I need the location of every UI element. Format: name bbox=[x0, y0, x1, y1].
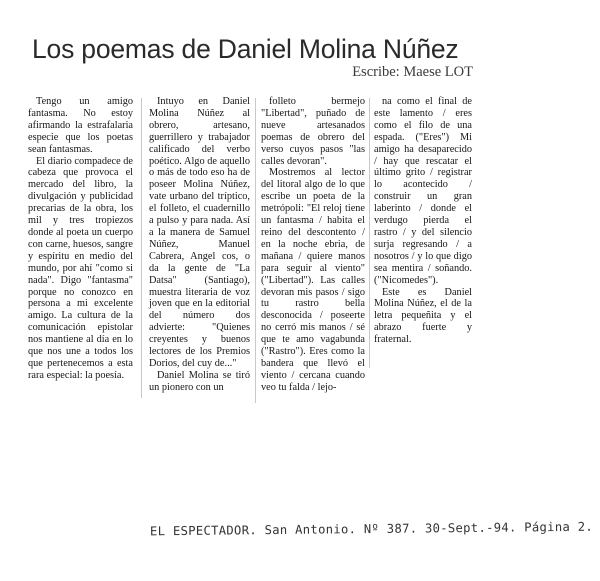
column-paragraph: Intuyo en Daniel Molina Núñez al obrero, artesano, guerrillero y trabajador calificado del verbo poético. Algo de aquello o más de todo eso ha de poseer Molina Núñez, vate urbano del tríptico, el folleto, el cuadernillo a pulso y para nada. Así a la manera de Samuel Núñez, Manuel Cabrera, Angel cos, o da la gente de "La Datsa" (Santiago), muestra literaria de voz joven que en la editorial del número dos advierte: "Quienes creyentes y buenos lectores de los Premios Dorios, del cuy de..." bbox=[149, 96, 250, 369]
article-column-2 bbox=[149, 96, 250, 394]
column-paragraph: Mostremos al lector del litoral algo de lo que escribe un poeta de la metrópoli: "El reloj tiene un fantasma / habita el reino del descontento / en la noche ebria, de mañana / quiere manos para seguir al viento" ("Libertad"). Las calles devoran mis pasos / sigo tu rastro bella desconocida / poseerte no cerró mis manos / sé que te amo vagabunda ("Rastro"). Eres como la bandera que llevó el viento / cercana cuando veo tu falda / lejo- bbox=[261, 167, 365, 393]
column-paragraph: Este es Daniel Molina Núñez, el de la letra pequeñita y el abrazo fuerte y fraternal. bbox=[374, 286, 472, 346]
column-paragraph: Tengo un amigo fantasma. No estoy afirmando la estrafalaria especie que los poetas sean fantasmas. bbox=[28, 96, 133, 155]
article-column-4 bbox=[374, 96, 472, 346]
column-paragraph: Daniel Molina se tiró un pionero con un bbox=[149, 369, 250, 393]
column-divider bbox=[255, 98, 256, 403]
column-paragraph: folleto bermejo "Libertad", puñado de nueve artesanados poemas de obrero del verso cuyos pasos "las calles devoran". bbox=[261, 96, 365, 167]
article-title: Los poemas de Daniel Molina Núñez bbox=[32, 34, 459, 64]
article-byline: Escribe: Maese LOT bbox=[352, 64, 473, 80]
article-column-3 bbox=[261, 96, 365, 394]
column-paragraph: El diario compadece de cabeza que provoca el mercado del libro, la divulgación y publicidad precarias de la obra, los mil y tres tropiezos donde al poeta un cuerpo con carne, huesos, sangre y espíritu en medio del mundo, por ahí "como si nada". Digo "fantasma" porque no conozco en persona a mi excelente amigo. La cultura de la comunicación epistolar nos mantiene al día en lo que nos une a todos los que pertenecemos a esta rara especial: la poesía. bbox=[28, 155, 133, 381]
column-divider bbox=[369, 98, 370, 368]
handwritten-source-note: EL ESPECTADOR. San Antonio. Nº 387. 30-Sept.-94. Página 2. bbox=[149, 519, 594, 539]
column-divider bbox=[141, 98, 142, 398]
article-column-1 bbox=[28, 96, 133, 382]
column-paragraph: na como el final de este lamento / eres como el filo de una espada. ("Eres") Mi amigo ha desaparecido / hay que rescatar el último grito / registrar lo acontecido / construir un gran laberinto / donde el verdugo pierda el rastro / y del silencio surja regresando / a nosotros / y lo que digo sea mentira / soñando. ("Nicomedes"). bbox=[374, 96, 472, 286]
